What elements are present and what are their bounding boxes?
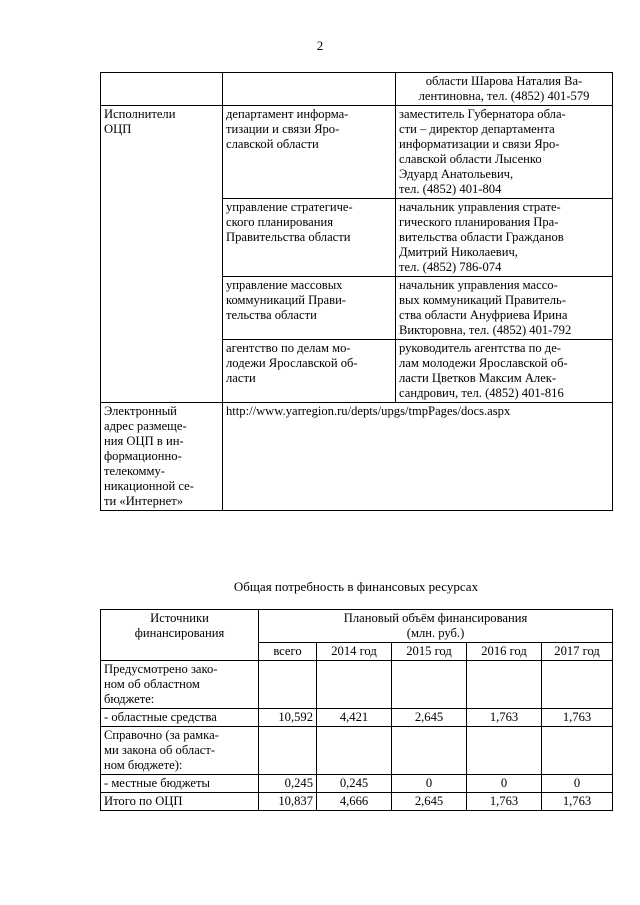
web-address-label: Электронный адрес размеще- ния ОЦП в ин- формационно- телекомму- никационной се- ти «Интернет» [101,403,223,511]
contact-cell: руководитель агентства по де- лам молодежи Ярославской об- ласти Цветков Максим Алек- сандрович, тел. (4852) 401-816 [396,340,613,403]
table-row [101,106,613,199]
cell [259,727,317,775]
page-number: 2 [316,38,324,53]
cell: 10,837 [259,793,317,811]
finance-table [100,609,613,811]
cell [467,727,542,775]
cell: 2,645 [392,793,467,811]
column-header: 2017 год [542,643,613,661]
executors-label: Исполнители ОЦП [101,106,223,403]
column-header: 2015 год [392,643,467,661]
finance-section-title: Общая потребность в финансовых ресурсах [233,579,479,594]
table-row [101,727,613,775]
table-row [101,661,613,709]
row-label: Справочно (за рамка- ми закона об област- ном бюджете): [101,727,259,775]
column-header: всего [259,643,317,661]
table-row [101,793,613,811]
cell: 0,245 [317,775,392,793]
cell: 10,592 [259,709,317,727]
column-header: 2016 год [467,643,542,661]
table-header-row [101,610,613,643]
row-label: - местные бюджеты [101,775,259,793]
header-source: Источники финансирования [101,610,259,661]
row-label: Итого по ОЦП [101,793,259,811]
cell [542,661,613,709]
header-plan: Плановый объём финансирования (млн. руб.) [259,610,613,643]
cell: 1,763 [467,709,542,727]
cell [542,727,613,775]
table-row [101,709,613,727]
org-cell [223,73,396,106]
table-row [101,403,613,511]
cell [317,661,392,709]
cell [392,661,467,709]
org-cell: департамент информа- тизации и связи Яро- славской области [223,106,396,199]
cell: 0 [542,775,613,793]
web-address-url[interactable]: http://www.yarregion.ru/depts/upgs/tmpPages/docs.aspx [223,403,613,511]
cell: 0,245 [259,775,317,793]
cell: 4,421 [317,709,392,727]
row-label: Предусмотрено зако- ном об областном бюджете: [101,661,259,709]
org-cell: управление массовых коммуникаций Прави- тельства области [223,277,396,340]
contact-cell: области Шарова Наталия Ва- лентиновна, тел. (4852) 401-579 [396,73,613,106]
cell: 0 [467,775,542,793]
cell [392,727,467,775]
cell: 1,763 [542,709,613,727]
cell: 4,666 [317,793,392,811]
cell [467,661,542,709]
cell: 1,763 [542,793,613,811]
cell: 1,763 [467,793,542,811]
table-row [101,73,613,106]
program-info-table [100,72,613,511]
table-row [101,775,613,793]
contact-cell: начальник управления массо- вых коммуникаций Правитель- ства области Ануфриева Ирина Викторовна, тел. (4852) 401-792 [396,277,613,340]
cell: 0 [392,775,467,793]
row-label [101,73,223,106]
cell [259,661,317,709]
org-cell: управление стратегиче- ского планирования Правительства области [223,199,396,277]
contact-cell: начальник управления страте- гического планирования Пра- вительства области Гражданов Дмитрий Николаевич, тел. (4852) 786-074 [396,199,613,277]
row-label: - областные средства [101,709,259,727]
column-header: 2014 год [317,643,392,661]
org-cell: агентство по делам мо- лодежи Ярославской об- ласти [223,340,396,403]
contact-cell: заместитель Губернатора обла- сти – директор департамента информатизации и связи Яро- славской области Лысенко Эдуард Анатольевич, тел. (4852) 401-804 [396,106,613,199]
cell: 2,645 [392,709,467,727]
cell [317,727,392,775]
